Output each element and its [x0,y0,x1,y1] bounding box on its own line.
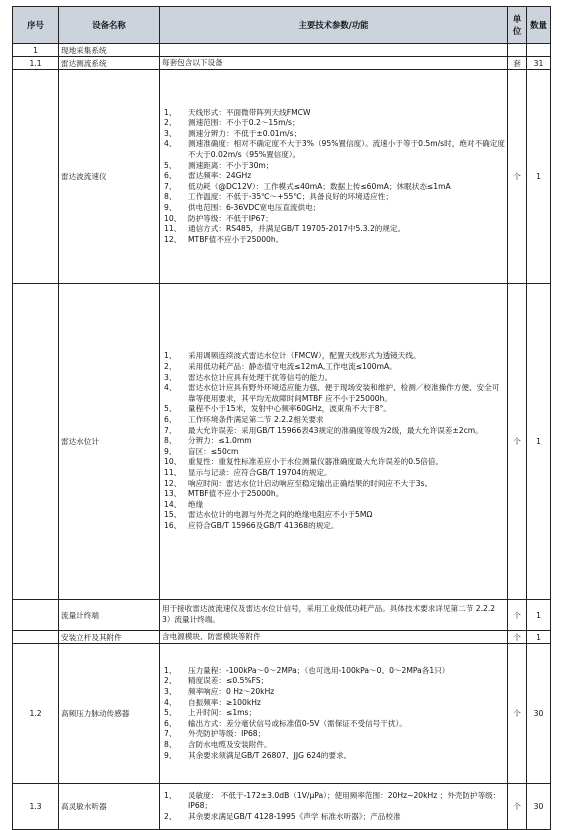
list-item-number: 15、 [164,510,182,520]
spec-table [12,6,551,830]
list-item [162,351,505,362]
row-qty: 1 [527,631,551,644]
list-item-text: 上升时间：≤1ms； [188,708,257,718]
row-unit: 套 [508,57,527,70]
list-item-number: 4、 [164,697,177,707]
table-row [13,57,551,70]
list-item [162,383,505,404]
list-item [162,182,505,193]
list-item [162,719,505,730]
list-item [162,404,505,415]
list-item-number: 14、 [164,499,182,509]
list-item-text: 灵敏度： 不低于-172±3.0dB（1V/μPa）；使用频率范围：20Hz~20kHz ；外壳防护等级：IP68； [188,790,501,811]
list-item [162,171,505,182]
list-item [162,666,505,677]
row-params [160,644,508,784]
list-item-text: 雷达水位计的电源与外壳之间的绝缘电阻应不小于5MΩ [188,510,373,520]
list-item-number: 3、 [164,687,177,697]
list-item-text: 雷达频率：24GHz [188,171,252,181]
list-item-text: 响应时间：雷达水位计启动响应至稳定输出正确结果的时间应不大于3s。 [188,478,433,488]
list-item [162,812,505,823]
row-unit [508,44,527,57]
list-item-text: 含防水电缆及安装附件。 [188,739,272,749]
list-item-number: 4、 [164,139,177,149]
list-item [162,687,505,698]
list-item-text: 输出方式：差分毫伏信号或标准值0-5V（需保证不受信号干扰）。 [188,718,407,728]
list-item-text: 其余要求须满足GB/T 26807、JJG 624的要求。 [188,750,352,760]
param-text: 含电源模块、防雷模块等附件 [162,631,261,641]
row-name: 雷达测流系统 [59,57,160,70]
list-item [162,192,505,203]
list-item-number: 9、 [164,750,177,760]
list-item-text: 通信方式：RS485，并满足GB/T 19705-2017中5.3.2的规定。 [188,224,406,234]
list-item-number: 2、 [164,118,177,128]
table-row [13,784,551,830]
list-item-text: 供电范围：6-36VDC宽电压直流供电； [188,202,321,212]
row-unit: 个 [508,644,527,784]
row-unit: 个 [508,631,527,644]
list-item-text: 外壳防护等级：IP68； [188,729,266,739]
list-item-number: 2、 [164,811,177,821]
header-name: 设备名称 [59,7,160,44]
table-row [13,44,551,57]
list-item-text: 测速准确度：相对不确定度不大于3%（95%置信度）。流速小于等于0.5m/s时，绝对不确定度不大于0.02m/s（95%置信度）。 [188,139,505,160]
row-name: 雷达水位计 [59,284,160,600]
list-item [162,436,505,447]
list-item-text: 防护等级：不低于IP67； [188,213,273,223]
list-item-number: 16、 [164,520,182,530]
param-list [162,666,505,761]
row-unit: 个 [508,284,527,600]
list-item [162,457,505,468]
list-item-number: 9、 [164,202,177,212]
row-seq [13,284,59,600]
row-seq: 1.1 [13,57,59,70]
list-item-number: 1、 [164,665,177,675]
list-item [162,415,505,426]
list-item-text: 自振频率：≥100kHz [188,697,261,707]
list-item-number: 3、 [164,128,177,138]
list-item-text: 量程不小于15米，发射中心频率60GHz，波束角不大于8°。 [188,404,392,414]
list-item-number: 3、 [164,372,177,382]
list-item-text: 测速距离：不小于30m； [188,160,274,170]
list-item-number: 6、 [164,415,177,425]
list-item-number: 1、 [164,107,177,117]
list-item [162,521,505,532]
list-item-text: 最大允许误差：采用GB/T 15966表43规定的准确度等级为2级，最大允许误差±2cm。 [188,425,483,435]
param-list [162,791,505,823]
list-item [162,203,505,214]
list-item-text: 雷达水位计应具有野外环境适应能力强、便于现场安装和维护、检测／校准操作方便、安全可靠等使用要求，其平均无故障时间MTBF 应不小于25000h。 [188,383,500,403]
row-name: 安装立杆及其附件 [59,631,160,644]
table-header-row [13,7,551,44]
list-item-number: 11、 [164,224,182,234]
list-item-text: 精度误差：≤0.5%FS； [188,676,269,686]
list-item-text: MTBF值不应小于25000h。 [188,489,284,499]
list-item-text: 绝缘 [188,499,204,509]
param-list [162,108,505,246]
row-params [160,44,508,57]
list-item-number: 2、 [164,362,177,372]
list-item-number: 13、 [164,489,182,499]
list-item-number: 1、 [164,790,177,800]
header-unit: 单位 [508,7,527,44]
list-item-number: 6、 [164,171,177,181]
list-item [162,235,505,246]
list-item-number: 4、 [164,383,177,393]
list-item [162,500,505,511]
list-item-text: 测速分辨力：不低于±0.01m/s； [188,128,302,138]
list-item-text: 应符合GB/T 15966及GB/T 41368的规定。 [188,520,339,530]
list-item [162,708,505,719]
list-item-text: 采用低功耗产品：静态值守电流≤12mA,工作电流≤100mA。 [188,362,397,372]
table-body [13,44,551,830]
row-params [160,631,508,644]
list-item-number: 5、 [164,404,177,414]
list-item [162,139,505,160]
list-item-text: 其余要求满足GB/T 4128-1995《声学 标准水听器》；产品校准 [188,811,401,821]
list-item [162,676,505,687]
header-seq: 序号 [13,7,59,44]
row-params [160,284,508,600]
row-name: 流量计终端 [59,600,160,631]
list-item-number: 8、 [164,192,177,202]
list-item-text: 显示与记录：应符合GB/T 19704的规定。 [188,467,332,477]
row-qty: 30 [527,784,551,830]
list-item-number: 12、 [164,234,182,244]
row-params [160,600,508,631]
param-text: 每套包含以下设备 [162,57,223,67]
row-name: 雷达波流速仪 [59,70,160,284]
param-list [162,351,505,531]
list-item-text: 采用调频连续波式雷达水位计（FMCW），配置天线形式为透镜天线。 [188,351,421,361]
row-unit: 个 [508,70,527,284]
list-item-number: 9、 [164,446,177,456]
table-row [13,631,551,644]
list-item [162,791,505,812]
list-item [162,362,505,373]
row-qty: 1 [527,70,551,284]
row-qty [527,44,551,57]
list-item [162,108,505,119]
list-item [162,426,505,437]
row-seq: 1.3 [13,784,59,830]
list-item-number: 10、 [164,213,182,223]
list-item-number: 10、 [164,457,182,467]
row-params [160,57,508,70]
list-item-text: 雷达水位计应具有处理干扰等信号的能力。 [188,372,333,382]
list-item [162,129,505,140]
table-row [13,600,551,631]
list-item [162,740,505,751]
list-item-number: 11、 [164,467,182,477]
list-item-number: 7、 [164,729,177,739]
row-qty: 1 [527,284,551,600]
list-item-number: 8、 [164,739,177,749]
list-item [162,479,505,490]
list-item [162,373,505,384]
list-item [162,510,505,521]
row-params [160,70,508,284]
list-item [162,214,505,225]
row-seq [13,631,59,644]
header-qty: 数量 [527,7,551,44]
list-item-number: 7、 [164,181,177,191]
row-unit: 个 [508,784,527,830]
list-item-text: 压力量程：-100kPa～0～2MPa；（也可选用-100kPa～0、0～2MPa各1只） [188,665,450,675]
list-item [162,729,505,740]
list-item-text: 低功耗（@DC12V）：工作模式≤40mA；数据上传≤60mA；休眠状态≤1mA [188,181,451,191]
list-item-number: 8、 [164,436,177,446]
list-item-text: 天线形式：平面微带阵列天线FMCW [188,107,311,117]
table-row [13,284,551,600]
list-item-number: 5、 [164,160,177,170]
row-qty: 1 [527,600,551,631]
list-item-number: 5、 [164,708,177,718]
row-seq [13,70,59,284]
list-item [162,161,505,172]
row-seq [13,600,59,631]
list-item-number: 6、 [164,718,177,728]
row-seq: 1 [13,44,59,57]
list-item-text: 重复性：重复性标准差应小于水位测量仪器准确度最大允许误差的0.5倍倍。 [188,457,444,467]
list-item-text: 分辨力：≤1.0mm [188,436,252,446]
list-item-number: 12、 [164,478,182,488]
list-item [162,489,505,500]
list-item [162,468,505,479]
list-item-text: 工作环境条件满足第二节 2.2.2相关要求 [188,415,324,425]
row-seq: 1.2 [13,644,59,784]
list-item [162,224,505,235]
row-name: 高灵敏水听器 [59,784,160,830]
list-item-text: MTBF值不应小于25000h。 [188,234,284,244]
list-item [162,447,505,458]
list-item [162,698,505,709]
list-item-text: 工作温度：不低于-35℃～+55℃；具备良好的环境适应性； [188,192,393,202]
row-name: 高频压力脉动传感器 [59,644,160,784]
header-params: 主要技术参数/功能 [160,7,508,44]
list-item-number: 2、 [164,676,177,686]
list-item-text: 盲区：≤50cm [188,446,239,456]
list-item-text: 频率响应：0 Hz～20kHz [188,687,275,697]
list-item [162,118,505,129]
list-item-text: 测速范围：不小于0.2～15m/s； [188,118,300,128]
table-row [13,644,551,784]
param-text: 用于接收雷达波流速仪及雷达水位计信号，采用工业级低功耗产品。具体技术要求详见第二节 2.2.2 3）流量计终端。 [162,604,496,624]
row-qty: 30 [527,644,551,784]
row-name: 现地采集系统 [59,44,160,57]
row-unit: 个 [508,600,527,631]
row-params [160,784,508,830]
list-item-number: 7、 [164,425,177,435]
table-row [13,70,551,284]
row-qty: 31 [527,57,551,70]
list-item-number: 1、 [164,351,177,361]
list-item [162,751,505,762]
